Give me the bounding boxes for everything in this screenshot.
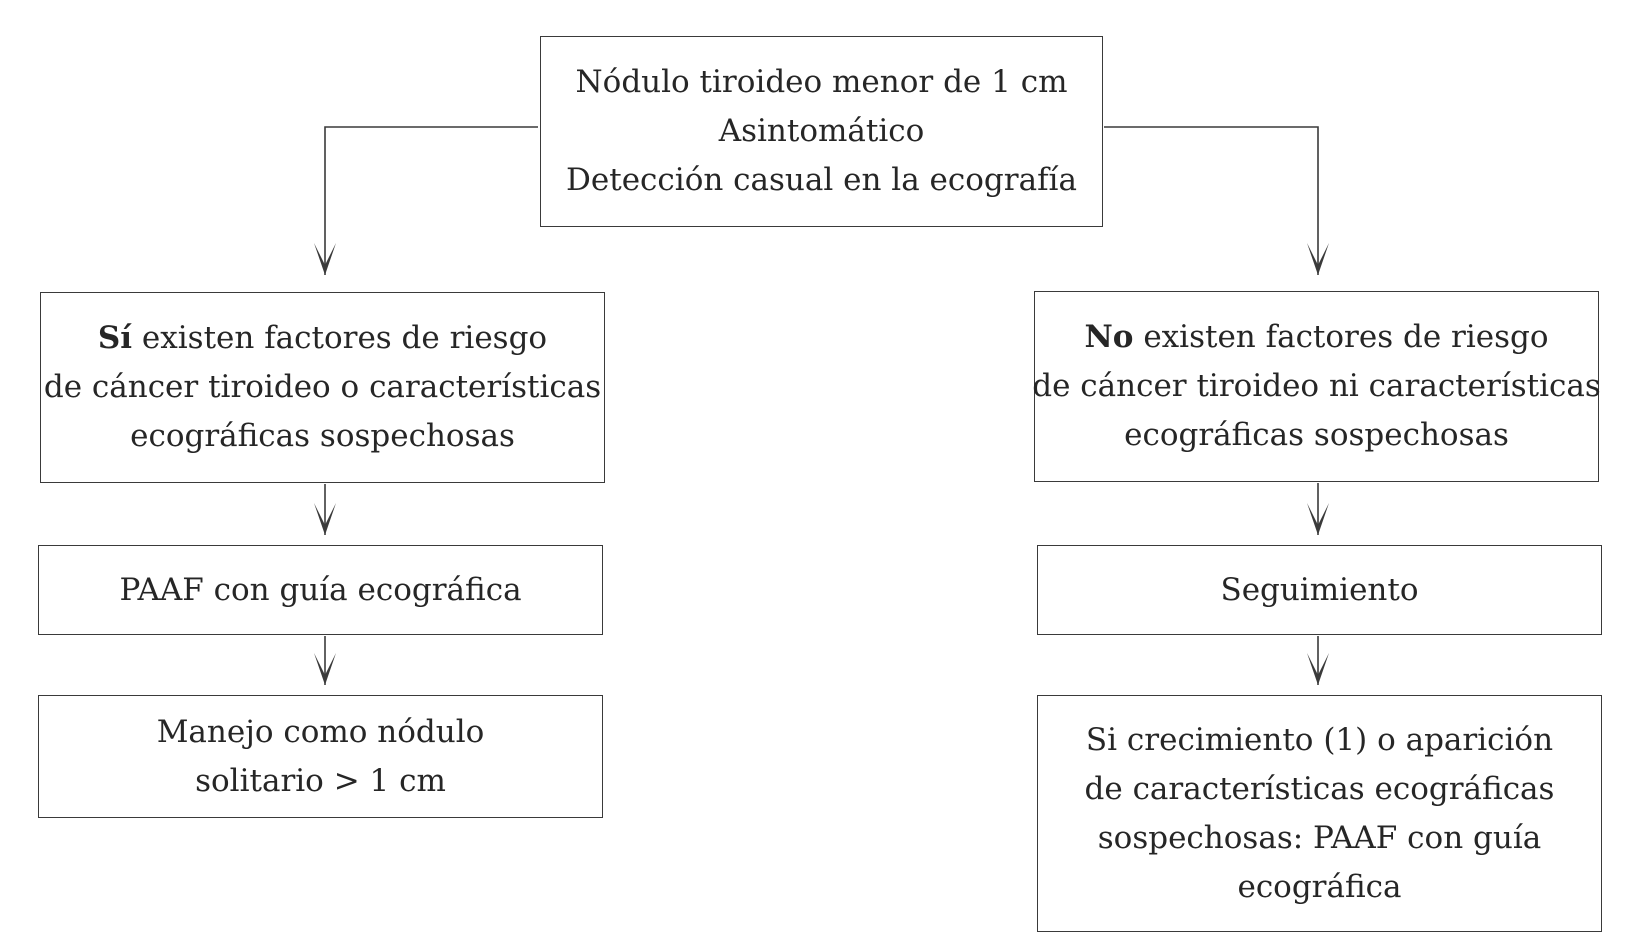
node-emphasis: Sí: [97, 320, 133, 356]
node-manejo: [38, 695, 603, 818]
node-line: Asintomático: [718, 113, 925, 149]
node-line: de cáncer tiroideo o características: [43, 369, 602, 405]
node-first-line: [98, 314, 547, 363]
node-line: Nódulo tiroideo menor de 1 cm: [575, 64, 1068, 100]
node-yes-risk: [40, 292, 605, 483]
node-line: Manejo como nódulo: [156, 713, 485, 750]
node-line: solitario > 1 cm: [195, 762, 446, 799]
node-line: de cáncer tiroideo ni características: [1032, 368, 1601, 404]
node-line: ecográficas sospechosas: [130, 418, 515, 454]
node-first-line: [1084, 313, 1548, 362]
node-no-risk: [1034, 291, 1599, 482]
node-first-rest: existen factores de riesgo: [132, 320, 548, 356]
node-root: [540, 36, 1103, 227]
node-line: Detección casual en la ecografía: [566, 162, 1077, 198]
connector-root-to-yes: [325, 127, 538, 275]
node-line: Si crecimiento (1) o aparición: [1085, 721, 1554, 758]
node-paaf: [38, 545, 603, 635]
connector-root-to-no: [1104, 127, 1318, 275]
node-emphasis: No: [1084, 319, 1134, 355]
node-line: ecográfica: [1237, 868, 1402, 905]
node-line: Seguimiento: [1220, 571, 1419, 608]
node-line: sospechosas: PAAF con guía: [1097, 819, 1542, 856]
node-line: PAAF con guía ecográfica: [119, 571, 522, 608]
node-seguimiento: [1037, 545, 1602, 635]
node-crecimiento: [1037, 695, 1602, 932]
node-line: ecográficas sospechosas: [1124, 417, 1509, 453]
node-line: de características ecográficas: [1084, 770, 1555, 807]
node-first-rest: existen factores de riesgo: [1133, 319, 1549, 355]
